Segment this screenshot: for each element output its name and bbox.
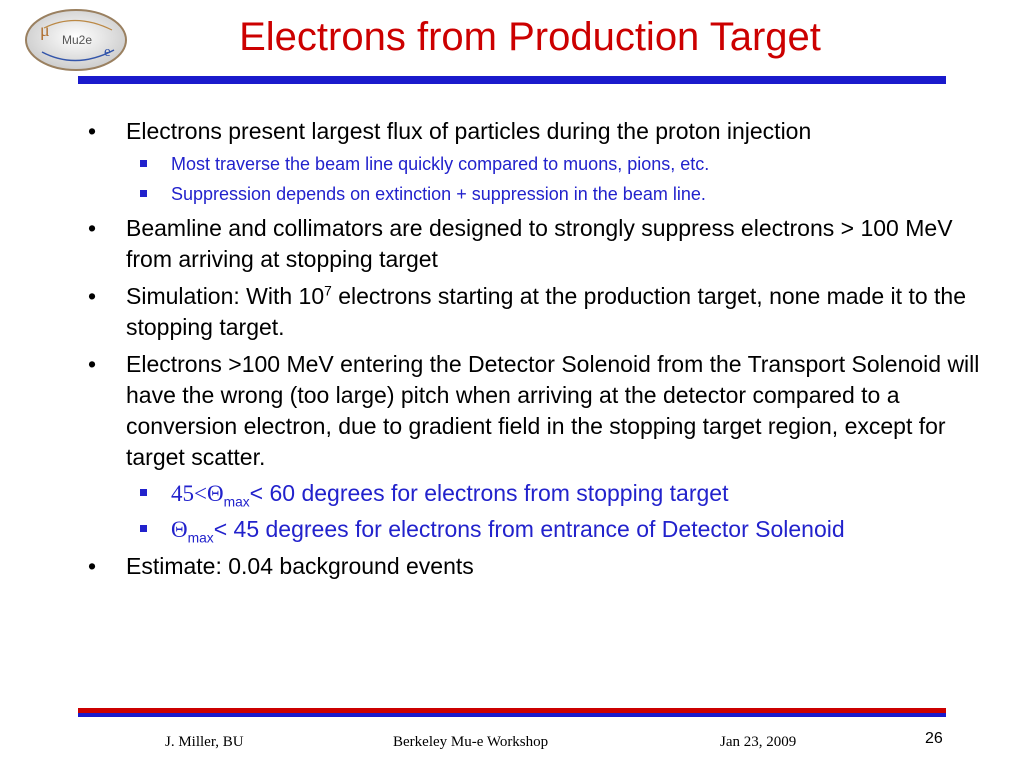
bullet-text: Estimate: 0.04 background events [126,553,474,579]
slide-body [88,116,988,588]
square-bullet-icon [140,489,147,496]
bullet-exponent: 7 [324,283,332,299]
bullet-simulation [88,281,988,343]
bullet-glyph: • [88,215,97,241]
subbullet-suppression [88,182,988,206]
page-number: 26 [925,730,943,747]
bullet-text-pre: Simulation: With 10 [126,283,325,309]
bullet-electron-flux [88,116,988,147]
square-bullet-icon [140,525,147,532]
bullet-estimate [88,551,988,582]
footer-rule-blue [78,713,946,717]
theta-symbol: Θ [171,517,188,542]
slide-title: Electrons from Production Target [239,15,821,59]
mu2e-logo [22,6,130,74]
bullet-text: Electrons >100 MeV entering the Detector Solenoid from the Transport Solenoid will have the wrong (too large) pitch when arriving at the detector compared to a conversion electron, due to gradient field in the stopping target region, except for target scatter. [126,351,980,470]
square-bullet-icon [140,190,147,197]
bullet-text: Electrons present largest flux of particles during the proton injection [126,118,812,144]
subbullet-traverse [88,152,988,176]
square-bullet-icon [140,160,147,167]
subbullet-text: < 45 degrees for electrons from entrance of Detector Solenoid [213,516,845,542]
theta-subscript: max [187,530,214,546]
bullet-glyph: • [88,283,97,309]
bullet-beamline [88,213,988,275]
subbullet-text: Suppression depends on extinction + suppression in the beam line. [171,184,706,204]
subbullet-theta-stopping [88,478,988,509]
subbullet-text: Most traverse the beam line quickly compared to muons, pions, etc. [171,154,710,174]
subbullet-theta-entrance [88,514,988,545]
bullet-glyph: • [88,553,97,579]
bullet-glyph: • [88,118,97,144]
bullet-glyph: • [88,351,97,377]
logo-e: e [104,44,111,60]
subbullet-text: < 60 degrees for electrons from stopping target [249,480,729,506]
title-rule [78,76,946,84]
footer-date: Jan 23, 2009 [720,734,797,750]
bullet-pitch [88,349,988,473]
footer-author: J. Miller, BU [165,734,244,750]
bullet-text: Beamline and collimators are designed to strongly suppress electrons > 100 MeV from arriving at stopping target [126,215,953,272]
footer-event: Berkeley Mu-e Workshop [393,734,549,750]
logo-mu: μ [40,20,50,40]
theta-range: 45<Θ [171,481,224,506]
bullet-text-post: electrons starting at the production target, none made it to the stopping target. [126,283,966,340]
logo-mu2e: Mu2e [62,33,93,47]
theta-subscript: max [223,494,250,510]
